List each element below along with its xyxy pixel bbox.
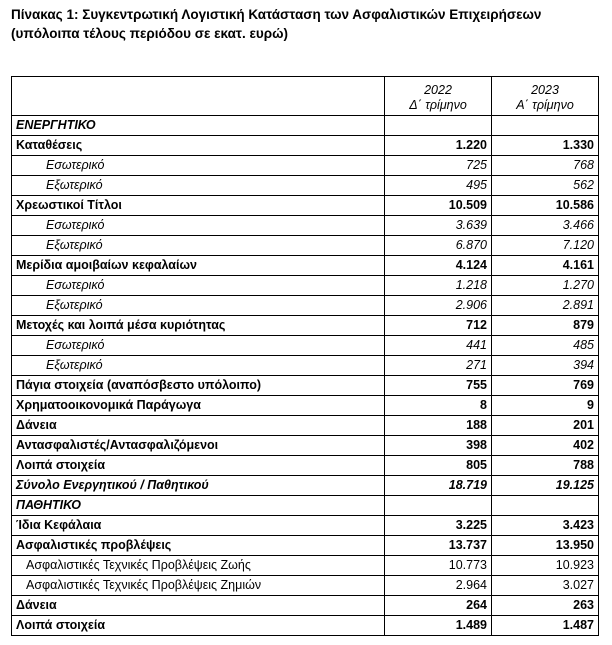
row-label: Ασφαλιστικές Τεχνικές Προβλέψεις Ζωής: [12, 556, 385, 576]
table-header-row: [12, 77, 599, 116]
table-row: [12, 476, 599, 496]
row-label: Χρηματοοικονομικά Παράγωγα: [12, 396, 385, 416]
row-value-2022: 10.773: [385, 556, 492, 576]
row-value-2023: 4.161: [492, 256, 599, 276]
row-label: Χρεωστικοί Τίτλοι: [12, 196, 385, 216]
row-value-2022: 8: [385, 396, 492, 416]
row-value-2022: 1.218: [385, 276, 492, 296]
row-value-2023: 10.923: [492, 556, 599, 576]
row-value-2022: 18.719: [385, 476, 492, 496]
row-label: Εσωτερικό: [12, 276, 385, 296]
title-line-1: Πίνακας 1: Συγκεντρωτική Λογιστική Κατάσταση των Ασφαλιστικών Επιχειρήσεων: [11, 7, 542, 22]
table-row: [12, 616, 599, 636]
row-label: Ασφαλιστικές προβλέψεις: [12, 536, 385, 556]
table-row: [12, 276, 599, 296]
row-label: Ασφαλιστικές Τεχνικές Προβλέψεις Ζημιών: [12, 576, 385, 596]
row-value-2023: [492, 496, 599, 516]
row-label: ΕΝΕΡΓΗΤΙΚΟ: [12, 116, 385, 136]
row-value-2022: [385, 116, 492, 136]
row-value-2023: 768: [492, 156, 599, 176]
row-value-2023: 2.891: [492, 296, 599, 316]
header-period: Α΄ τρίμηνο: [516, 98, 574, 112]
table-row: [12, 336, 599, 356]
row-value-2022: 1.220: [385, 136, 492, 156]
row-value-2023: 769: [492, 376, 599, 396]
header-label-cell: [12, 77, 385, 116]
row-value-2022: 495: [385, 176, 492, 196]
table-row: [12, 216, 599, 236]
row-value-2023: 402: [492, 436, 599, 456]
row-value-2023: 3.466: [492, 216, 599, 236]
table-row: [12, 196, 599, 216]
table-row: [12, 416, 599, 436]
table-row: [12, 296, 599, 316]
table-row: [12, 436, 599, 456]
table-row: [12, 536, 599, 556]
table-row: [12, 596, 599, 616]
row-value-2022: 1.489: [385, 616, 492, 636]
row-value-2023: 9: [492, 396, 599, 416]
row-value-2023: 788: [492, 456, 599, 476]
row-value-2022: 2.964: [385, 576, 492, 596]
table-row: [12, 176, 599, 196]
table-row: [12, 316, 599, 336]
row-label: Εξωτερικό: [12, 356, 385, 376]
row-value-2022: 398: [385, 436, 492, 456]
row-label: Λοιπά στοιχεία: [12, 456, 385, 476]
row-label: Εξωτερικό: [12, 296, 385, 316]
row-value-2022: 441: [385, 336, 492, 356]
table-row: [12, 256, 599, 276]
row-value-2023: 263: [492, 596, 599, 616]
row-value-2022: 13.737: [385, 536, 492, 556]
row-value-2022: 188: [385, 416, 492, 436]
row-value-2023: 562: [492, 176, 599, 196]
row-value-2023: 201: [492, 416, 599, 436]
row-value-2023: 3.423: [492, 516, 599, 536]
row-value-2023: [492, 116, 599, 136]
header-col-2022: [385, 77, 492, 116]
row-value-2023: 1.330: [492, 136, 599, 156]
row-value-2022: 755: [385, 376, 492, 396]
row-value-2023: 13.950: [492, 536, 599, 556]
row-value-2023: 485: [492, 336, 599, 356]
title-line-2: (υπόλοιπα τέλους περιόδου σε εκατ. ευρώ): [11, 26, 288, 41]
table-row: [12, 236, 599, 256]
row-value-2022: [385, 496, 492, 516]
row-label: Εξωτερικό: [12, 176, 385, 196]
row-label: Πάγια στοιχεία (αναπόσβεστο υπόλοιπο): [12, 376, 385, 396]
table-row: [12, 496, 599, 516]
table-row: [12, 116, 599, 136]
header-year: 2023: [531, 83, 559, 97]
header-col-2023: [492, 77, 599, 116]
row-value-2023: 1.487: [492, 616, 599, 636]
row-value-2022: 725: [385, 156, 492, 176]
row-value-2023: 879: [492, 316, 599, 336]
row-value-2023: 19.125: [492, 476, 599, 496]
row-value-2023: 7.120: [492, 236, 599, 256]
row-value-2023: 3.027: [492, 576, 599, 596]
row-label: Σύνολο Ενεργητικού / Παθητικού: [12, 476, 385, 496]
row-value-2022: 2.906: [385, 296, 492, 316]
table-row: [12, 556, 599, 576]
row-label: Εξωτερικό: [12, 236, 385, 256]
table-row: [12, 136, 599, 156]
row-value-2022: 4.124: [385, 256, 492, 276]
row-label: Ίδια Κεφάλαια: [12, 516, 385, 536]
row-label: Εσωτερικό: [12, 336, 385, 356]
row-value-2023: 10.586: [492, 196, 599, 216]
table-row: [12, 356, 599, 376]
row-label: Μετοχές και λοιπά μέσα κυριότητας: [12, 316, 385, 336]
row-value-2022: 6.870: [385, 236, 492, 256]
row-value-2022: 805: [385, 456, 492, 476]
row-label: Λοιπά στοιχεία: [12, 616, 385, 636]
row-label: Μερίδια αμοιβαίων κεφαλαίων: [12, 256, 385, 276]
table-row: [12, 156, 599, 176]
row-value-2022: 264: [385, 596, 492, 616]
row-label: Καταθέσεις: [12, 136, 385, 156]
header-year: 2022: [424, 83, 452, 97]
document-title: [11, 5, 606, 43]
balance-sheet-table: [11, 76, 599, 636]
row-label: Αντασφαλιστές/Αντασφαλιζόμενοι: [12, 436, 385, 456]
row-value-2022: 712: [385, 316, 492, 336]
row-label: Εσωτερικό: [12, 216, 385, 236]
row-label: Δάνεια: [12, 416, 385, 436]
row-label: Εσωτερικό: [12, 156, 385, 176]
row-label: ΠΑΘΗΤΙΚΟ: [12, 496, 385, 516]
row-value-2022: 10.509: [385, 196, 492, 216]
header-period: Δ΄ τρίμηνο: [409, 98, 467, 112]
table-row: [12, 396, 599, 416]
table-row: [12, 376, 599, 396]
row-label: Δάνεια: [12, 596, 385, 616]
row-value-2023: 1.270: [492, 276, 599, 296]
table-row: [12, 516, 599, 536]
table-row: [12, 576, 599, 596]
row-value-2022: 3.639: [385, 216, 492, 236]
row-value-2022: 271: [385, 356, 492, 376]
row-value-2023: 394: [492, 356, 599, 376]
row-value-2022: 3.225: [385, 516, 492, 536]
table-row: [12, 456, 599, 476]
